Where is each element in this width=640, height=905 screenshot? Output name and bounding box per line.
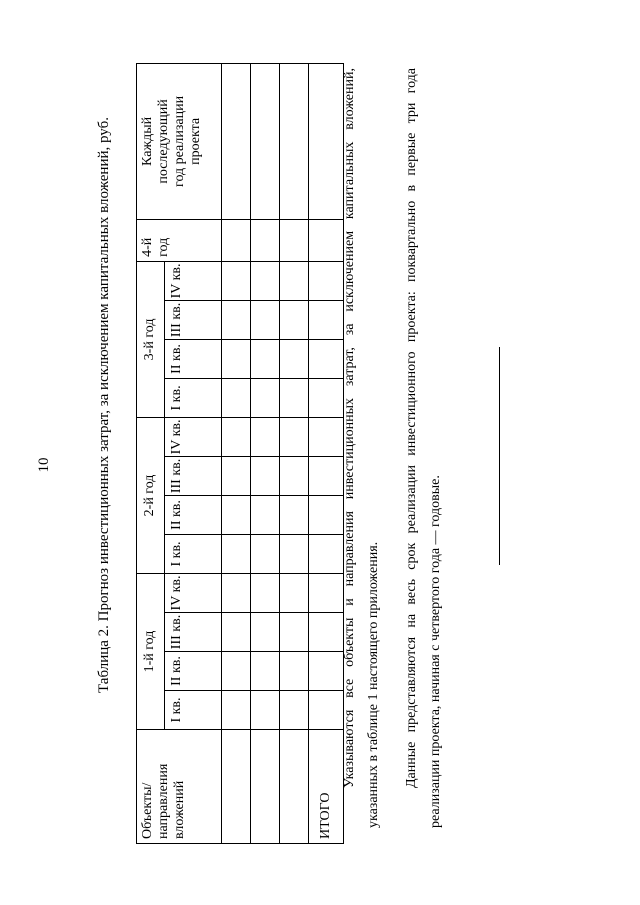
table-row bbox=[251, 63, 280, 843]
y1-q4-header: IV кв. bbox=[165, 573, 222, 612]
table-row bbox=[280, 63, 309, 843]
y2-q3-header: III кв. bbox=[165, 456, 222, 495]
y2-q2-header: II кв. bbox=[165, 495, 222, 534]
investment-costs-table bbox=[136, 63, 344, 844]
year-2-header: 2-й год bbox=[137, 417, 165, 573]
y3-q2-header: II кв. bbox=[165, 339, 222, 378]
each-next-line3: год реализации bbox=[172, 95, 188, 187]
y3-q3-header: III кв. bbox=[165, 300, 222, 339]
y2-q4-header: IV кв. bbox=[165, 417, 222, 456]
table-row bbox=[222, 63, 251, 843]
year-1-header: 1-й год bbox=[137, 573, 165, 729]
table-cell bbox=[251, 730, 280, 844]
objects-header-cell bbox=[137, 730, 222, 844]
each-next-line4: проекта bbox=[188, 117, 204, 165]
objects-header-line2: направления bbox=[156, 763, 172, 839]
objects-header-line3: вложений bbox=[172, 780, 188, 839]
year-4-header bbox=[137, 219, 222, 261]
year-4-line1: 4-й bbox=[140, 237, 155, 257]
paragraph1-line2: указанных в таблице 1 настоящего приложения. bbox=[366, 541, 381, 828]
page-number: 10 bbox=[36, 457, 52, 473]
y1-q1-header: I кв. bbox=[165, 691, 222, 730]
y3-q1-header: I кв. bbox=[165, 378, 222, 417]
y3-q4-header: IV кв. bbox=[165, 261, 222, 300]
paragraph-objects bbox=[338, 68, 386, 828]
paragraph1-line1: Указываются все объекты и направления инвестиционных затрат, за исключением капитальных вложений, bbox=[342, 68, 357, 788]
table-caption: Таблица 2. Прогноз инвестиционных затрат, за исключением капитальных вложений, руб. bbox=[96, 117, 112, 693]
each-next-year-header bbox=[137, 63, 222, 219]
total-label: ИТОГО bbox=[309, 730, 344, 844]
paragraph2-line1: Данные представляются на весь срок реализации инвестиционного проекта: поквартально в первые три года bbox=[404, 68, 419, 788]
year-3-header: 3-й год bbox=[137, 261, 165, 417]
separator-line bbox=[499, 347, 500, 565]
paragraph-data bbox=[400, 68, 448, 828]
objects-header-line1: Объекты/ bbox=[140, 782, 155, 839]
table-cell bbox=[280, 730, 309, 844]
each-next-line1: Каждый bbox=[140, 116, 155, 166]
y2-q1-header: I кв. bbox=[165, 534, 222, 573]
each-next-line2: последующий bbox=[156, 99, 172, 184]
y1-q2-header: II кв. bbox=[165, 652, 222, 691]
year-4-line2: год bbox=[156, 237, 172, 257]
paragraph2-line2: реализации проекта, начиная с четвертого года — годовые. bbox=[428, 475, 443, 828]
y1-q3-header: III кв. bbox=[165, 613, 222, 652]
table-cell bbox=[222, 730, 251, 844]
